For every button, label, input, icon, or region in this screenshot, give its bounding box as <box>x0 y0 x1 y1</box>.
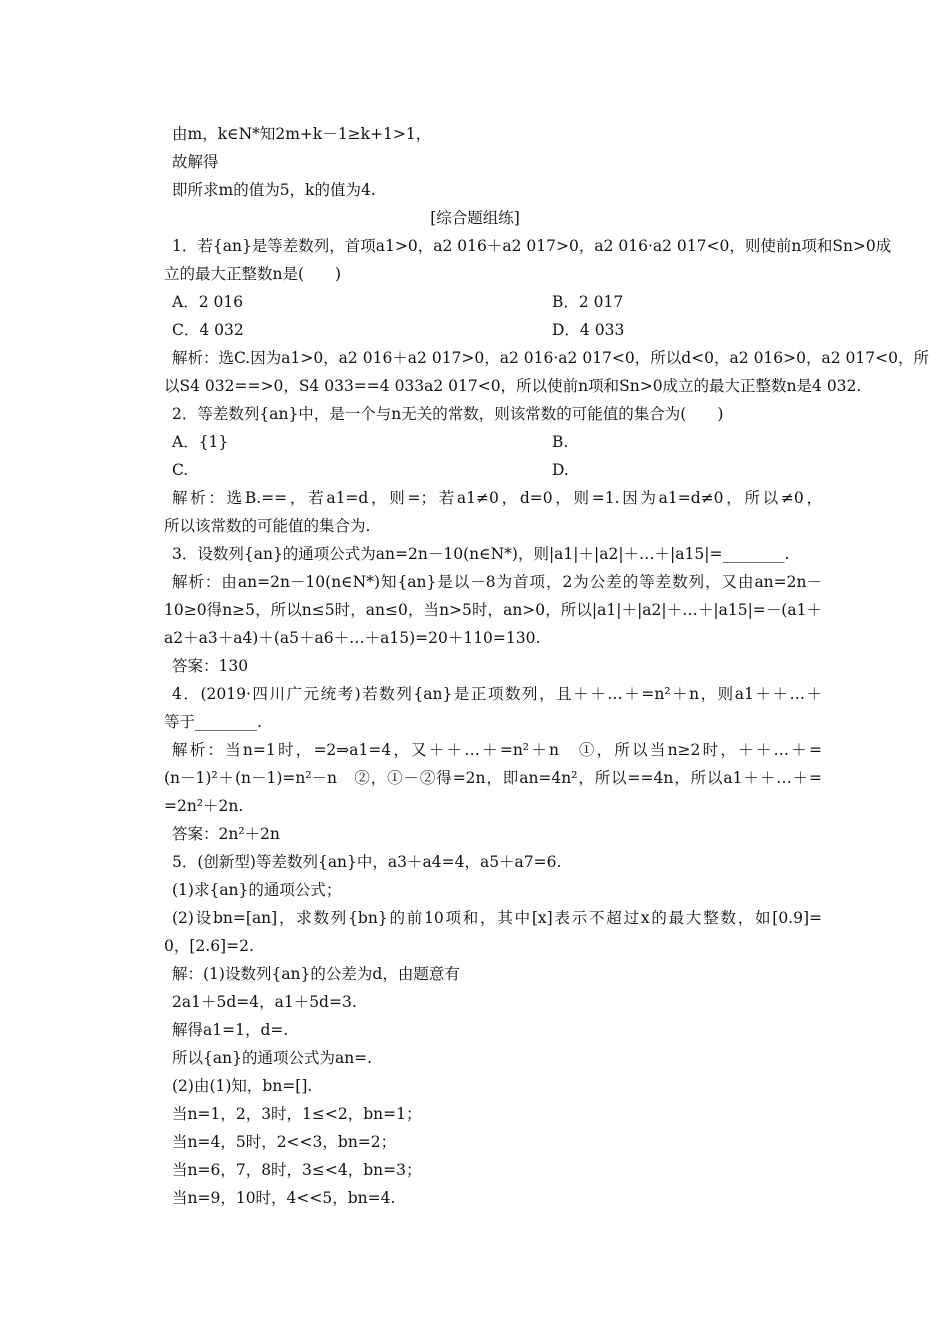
q4-stem-line-2: 等于________. <box>164 713 262 731</box>
q2-solution-line-2: 所以该常数的可能值的集合为. <box>164 517 371 535</box>
q4-answer: 答案：2n²＋2n <box>172 825 280 843</box>
q5-solution-line-4: 所以{an}的通项公式为an=. <box>172 1049 373 1067</box>
q5-solution-line-8: 当n=6，7，8时，3≤<4，bn=3； <box>172 1161 422 1179</box>
q4-solution-line-2: (n－1)²＋(n－1)=n²－n ②，①－②得=2n，即an=4n²，所以==4n，所以a1＋＋…＋= <box>164 769 822 787</box>
intro-line-1: 由m，k∈N*知2m+k－1≥k+1>1， <box>172 125 432 143</box>
q4-solution-line-3: =2n²＋2n. <box>164 797 244 815</box>
section-title: [综合题组练] <box>430 209 520 227</box>
q1-option-b: B．2 017 <box>552 293 624 311</box>
q2-option-a: A．{1} <box>172 433 229 451</box>
intro-line-3: 即所求m的值为5，k的值为4. <box>172 181 376 199</box>
q2-option-b: B. <box>552 433 569 451</box>
q2-stem: 2．等差数列{an}中，是一个与n无关的常数，则该常数的可能值的集合为( ) <box>172 405 724 423</box>
q1-solution-line-1: 解析：选C.因为a1>0，a2 016＋a2 017>0，a2 016·a2 017<0，所以d<0，a2 016>0，a2 017<0，所 <box>172 349 929 367</box>
q3-stem: 3．设数列{an}的通项公式为an=2n－10(n∈N*)，则|a1|＋|a2|＋…＋|a15|=________. <box>172 545 790 563</box>
q5-solution-line-6: 当n=1，2，3时，1≤<2，bn=1； <box>172 1105 422 1123</box>
q5-solution-line-2: 2a1＋5d=4，a1＋5d=3. <box>172 993 357 1011</box>
q5-solution-line-1: 解：(1)设数列{an}的公差为d，由题意有 <box>172 965 460 983</box>
q5-solution-line-3: 解得a1=1，d=. <box>172 1021 289 1039</box>
q5-stem: 5．(创新型)等差数列{an}中，a3＋a4=4，a5＋a7=6. <box>172 853 562 871</box>
q5-solution-line-9: 当n=9，10时，4<<5，bn=4. <box>172 1189 396 1207</box>
q3-solution-line-3: a2＋a3＋a4)＋(a5＋a6＋…＋a15)=20＋110=130. <box>164 629 541 647</box>
q3-solution-line-2: 10≥0得n≥5，所以n≤5时，an≤0，当n>5时，an>0，所以|a1|＋|a2|＋…＋|a15|=－(a1＋ <box>164 601 822 619</box>
q5-solution-line-7: 当n=4，5时，2<<3，bn=2； <box>172 1133 397 1151</box>
q4-stem-line-1: 4．(2019·四川广元统考)若数列{an}是正项数列，且＋＋…＋=n²＋n，则a1＋＋…＋ <box>172 685 822 703</box>
q2-solution-line-1: 解析：选B.==，若a1=d，则=；若a1≠0，d=0，则=1.因为a1=d≠0，所以≠0， <box>172 489 822 507</box>
q1-stem-line-2: 立的最大正整数n是( ) <box>164 265 342 283</box>
q3-solution-line-1: 解析：由an=2n－10(n∈N*)知{an}是以－8为首项，2为公差的等差数列，又由an=2n－ <box>172 573 822 591</box>
q5-part-1: (1)求{an}的通项公式； <box>172 881 342 899</box>
q5-solution-line-5: (2)由(1)知，bn=[]. <box>172 1077 313 1095</box>
q4-solution-line-1: 解析：当n=1时，=2⇒a1=4，又＋＋…＋=n²＋n ①，所以当n≥2时，＋＋…＋= <box>172 741 822 759</box>
q2-option-c: C. <box>172 461 189 479</box>
q1-stem-line-1: 1．若{an}是等差数列，首项a1>0，a2 016＋a2 017>0，a2 016·a2 017<0，则使前n项和Sn>0成 <box>172 237 892 255</box>
q1-option-a: A．2 016 <box>172 293 244 311</box>
q1-option-d: D．4 033 <box>552 321 625 339</box>
q1-option-c: C．4 032 <box>172 321 244 339</box>
intro-line-2: 故解得 <box>172 153 219 171</box>
q5-part-2-line-1: (2)设bn=[an]，求数列{bn}的前10项和，其中[x]表示不超过x的最大整数，如[0.9]= <box>172 909 822 927</box>
q3-answer: 答案：130 <box>172 657 249 675</box>
q1-solution-line-2: 以S4 032==>0，S4 033==4 033a2 017<0，所以使前n项和Sn>0成立的最大正整数n是4 032. <box>164 377 862 395</box>
q2-option-d: D. <box>552 461 569 479</box>
q5-part-2-line-2: 0，[2.6]=2. <box>164 937 254 955</box>
